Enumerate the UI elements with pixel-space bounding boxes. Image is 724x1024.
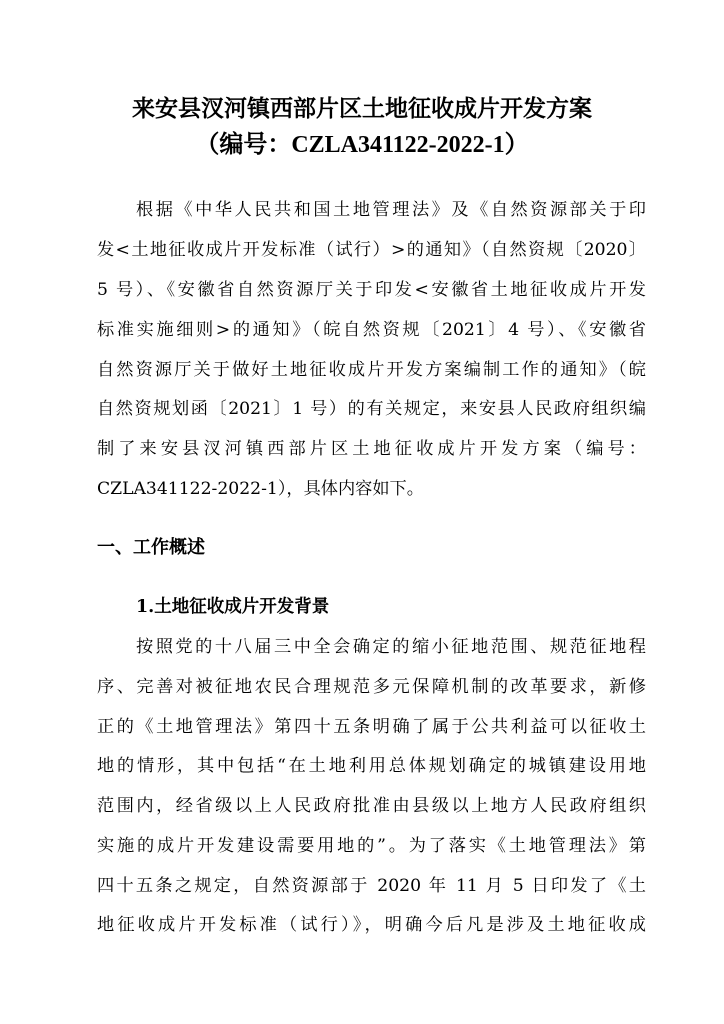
body-line-3: 正的《土地管理法》第四十五条明确了属于公共利益可以征收土: [97, 717, 646, 737]
intro-line-8: CZLA341122-2022-1），具体内容如下。: [97, 479, 424, 499]
intro-line-1: 根据《中华人民共和国土地管理法》及《自然资源部关于印: [136, 200, 646, 220]
intro-line-3: 5 号）、《安徽省自然资源厅关于印发<安徽省土地征收成片开发: [97, 280, 646, 300]
body-line-2: 序、完善对被征地农民合理规范多元保障机制的改革要求，新修: [97, 677, 646, 697]
body-line-6: 实施的成片开发建设需要用地的”。为了落实《土地管理法》第: [97, 836, 646, 856]
intro-line-2: 发<土地征收成片开发标准（试行）>的通知》（自然资规〔2020〕: [97, 240, 646, 260]
intro-line-6: 自然资规划函〔2021〕1 号）的有关规定，来安县人民政府组织编: [97, 399, 646, 419]
intro-line-7: 制了来安县汊河镇西部片区土地征收成片开发方案（编号：: [97, 439, 646, 459]
document-title: 来安县汊河镇西部片区土地征收成片开发方案: [132, 96, 592, 122]
section-heading: 一、工作概述: [97, 537, 205, 558]
document-number: （编号：CZLA341122-2022-1）: [195, 132, 529, 158]
subsection-heading: 1.土地征收成片开发背景: [136, 597, 330, 617]
body-line-8: 地征收成片开发标准（试行）》，明确今后凡是涉及土地征收成: [97, 915, 646, 935]
body-line-5: 范围内，经省级以上人民政府批准由县级以上地方人民政府组织: [97, 796, 646, 816]
body-line-7: 四十五条之规定，自然资源部于 2020 年 11 月 5 日印发了《土: [97, 876, 646, 896]
intro-line-4: 标准实施细则>的通知》（皖自然资规〔2021〕4 号）、《安徽省: [97, 320, 646, 340]
body-line-1: 按照党的十八届三中全会确定的缩小征地范围、规范征地程: [136, 637, 646, 657]
body-line-4: 地的情形，其中包括“在土地利用总体规划确定的城镇建设用地: [97, 756, 646, 776]
intro-line-5: 自然资源厅关于做好土地征收成片开发方案编制工作的通知》（皖: [97, 360, 646, 380]
